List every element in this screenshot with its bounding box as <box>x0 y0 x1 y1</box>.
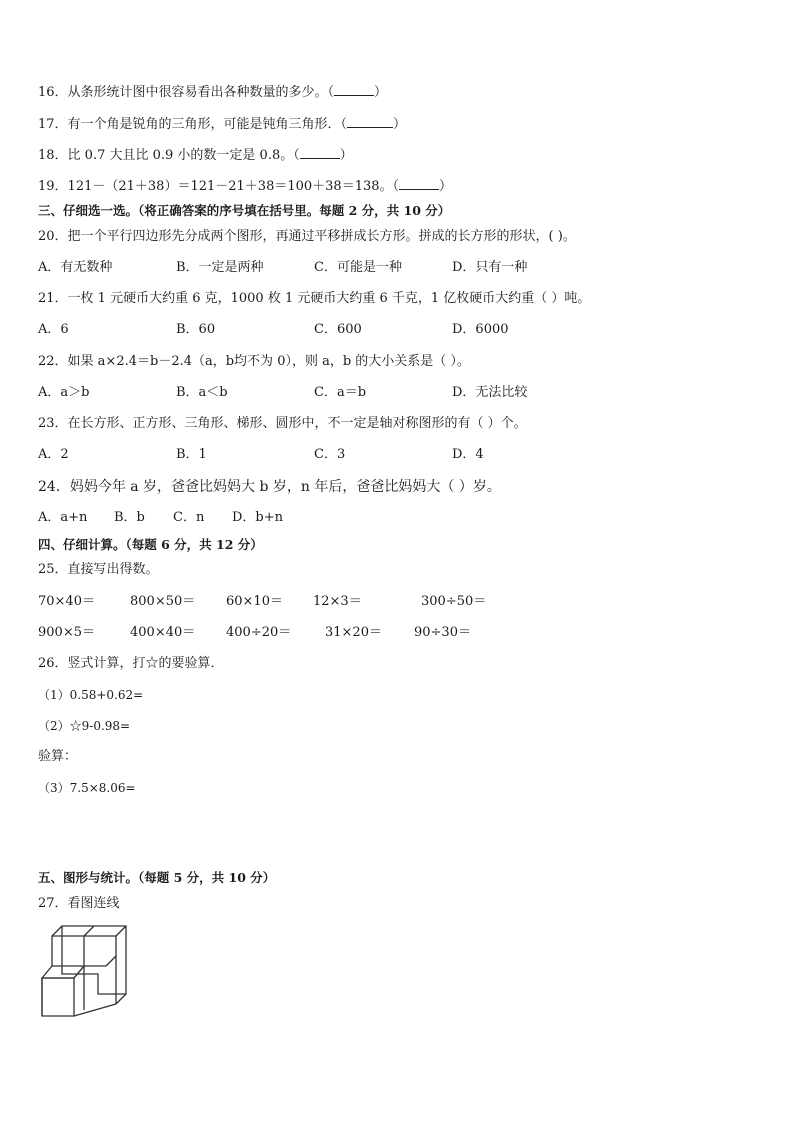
q26-verify-label: 验算： <box>38 749 78 764</box>
question-19-close: ） <box>439 179 453 194</box>
question-20-stem: 20．把一个平行四边形先分成两个图形，再通过平移拼成长方形。拼成的长方形的形状，( )。 <box>38 229 576 244</box>
q21-option-b[interactable]: B．60 <box>176 322 216 337</box>
question-24-stem: 24．妈妈今年 a 岁，爸爸比妈妈大 b 岁，n 年后，爸爸比妈妈大（ ）岁。 <box>38 479 501 495</box>
question-19-text: 19．121－（21＋38）＝121－21＋38＝100＋38＝138。（ <box>38 179 400 194</box>
q23-option-a[interactable]: A．2 <box>38 447 69 462</box>
question-17 <box>38 115 406 133</box>
answer-blank[interactable] <box>399 177 439 190</box>
question-19 <box>38 177 452 195</box>
q20-option-a[interactable]: A．有无数种 <box>38 260 113 275</box>
q23-option-c[interactable]: C．3 <box>314 447 346 462</box>
q22-option-d[interactable]: D．无法比较 <box>452 385 528 400</box>
question-22-stem: 22．如果 a×2.4＝b－2.4（a，b均不为 0），则 a，b 的大小关系是（ ）。 <box>38 354 470 369</box>
calc-item: 90÷30＝ <box>414 625 471 640</box>
section-5-title: 五、图形与统计。（每题 5 分，共 10 分） <box>38 870 276 885</box>
cube-stack-figure <box>40 922 132 1018</box>
calc-item: 31×20＝ <box>325 625 382 640</box>
question-18 <box>38 146 353 164</box>
question-17-text: 17．有一个角是锐角的三角形，可能是钝角三角形．（ <box>38 117 348 132</box>
calc-item: 800×50＝ <box>130 594 196 609</box>
calc-item: 900×5＝ <box>38 625 95 640</box>
section-4-title: 四、仔细计算。（每题 6 分，共 12 分） <box>38 537 263 552</box>
question-23-stem: 23．在长方形、正方形、三角形、梯形、圆形中，不一定是轴对称图形的有（ ）个。 <box>38 416 527 431</box>
question-18-close: ） <box>339 148 353 163</box>
calc-item: 400÷20＝ <box>226 625 292 640</box>
question-25-stem: 25．直接写出得数。 <box>38 562 159 577</box>
q26-item-2: （2）☆9-0.98= <box>38 719 131 733</box>
question-16-text: 16．从条形统计图中很容易看出各种数量的多少。（ <box>38 85 335 100</box>
answer-blank[interactable] <box>300 146 340 159</box>
calc-item: 60×10＝ <box>226 594 283 609</box>
answer-blank[interactable] <box>334 83 374 96</box>
q20-option-b[interactable]: B．一定是两种 <box>176 260 264 275</box>
question-16 <box>38 83 387 101</box>
section-3-title: 三、仔细选一选。（将正确答案的序号填在括号里。每题 2 分，共 10 分） <box>38 203 451 218</box>
calc-item: 70×40＝ <box>38 594 95 609</box>
q23-option-b[interactable]: B．1 <box>176 447 207 462</box>
calc-item: 300÷50＝ <box>421 594 487 609</box>
q24-option-b[interactable]: B．b <box>114 510 145 525</box>
q23-option-d[interactable]: D．4 <box>452 447 484 462</box>
q24-option-d[interactable]: D．b+n <box>232 510 284 525</box>
question-21-stem: 21．一枚 1 元硬币大约重 6 克，1000 枚 1 元硬币大约重 6 千克，1 亿枚硬币大约重（ ）吨。 <box>38 291 591 306</box>
q22-option-a[interactable]: A．a＞b <box>38 385 90 400</box>
question-17-close: ） <box>393 117 407 132</box>
question-26-stem: 26．竖式计算，打☆的要验算． <box>38 656 224 671</box>
q26-item-1: （1）0.58+0.62= <box>38 688 144 702</box>
q21-option-d[interactable]: D．6000 <box>452 322 509 337</box>
q21-option-a[interactable]: A．6 <box>38 322 69 337</box>
q26-item-3: （3）7.5×8.06= <box>38 781 136 795</box>
q24-option-c[interactable]: C．n <box>173 510 205 525</box>
q22-option-b[interactable]: B．a＜b <box>176 385 228 400</box>
q22-option-c[interactable]: C．a＝b <box>314 385 367 400</box>
calc-item: 400×40＝ <box>130 625 196 640</box>
q20-option-c[interactable]: C．可能是一种 <box>314 260 402 275</box>
question-16-close: ） <box>374 85 388 100</box>
q24-option-a[interactable]: A．a+n <box>38 510 88 525</box>
answer-blank[interactable] <box>347 115 393 128</box>
calc-item: 12×3＝ <box>313 594 362 609</box>
q20-option-d[interactable]: D．只有一种 <box>452 260 528 275</box>
q21-option-c[interactable]: C．600 <box>314 322 362 337</box>
question-27-stem: 27．看图连线 <box>38 896 120 911</box>
question-18-text: 18．比 0.7 大且比 0.9 小的数一定是 0.8。（ <box>38 148 300 163</box>
